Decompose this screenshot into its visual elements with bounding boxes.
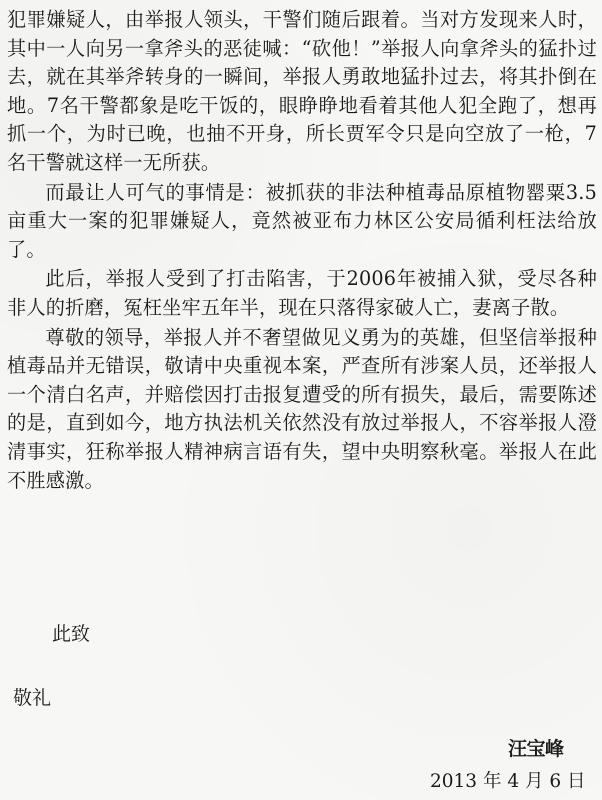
paragraph-1: 犯罪嫌疑人，由举报人领头，干警们随后跟着。当对方发现来人时，其中一人向另一拿斧头的恶徒喊：“砍他！”举报人向拿斧头的猛扑过去，就在其举斧转身的一瞬间，举报人勇敢地猛扑过去，将其扑倒在地。7名干警都象是吃干饭的，眼睁睁地看着其他人犯全跑了，想再抓一个，为时已晚，也抽不开身，所长贾军令只是向空放了一枪，7名干警就这样一无所获。 <box>7 8 597 174</box>
letter-date: 2013 年 4 月 6 日 <box>430 771 586 792</box>
paragraph-4: 尊敬的领导，举报人并不奢望做见义勇为的英雄，但坚信举报种植毒品并无错误，敬请中央重视本案，严查所有涉案人员，还举报人一个清白名声，并赔偿因打击报复遭受的所有损失，最后，需要陈述的是，直到如今，地方执法机关依然没有放过举报人，不容举报人澄清事实，狂称举报人精神病言语有失，望中央明察秋毫。举报人在此不胜感激。 <box>7 325 597 492</box>
paragraph-3: 此后，举报人受到了打击陷害，于2006年被捕入狱，受尽各种非人的折磨，冤枉坐牢五年半，现在只落得家破人亡，妻离子散。 <box>7 267 597 319</box>
signature: 汪宝峰 <box>508 738 564 760</box>
salutation: 敬礼 <box>13 687 52 709</box>
closing-phrase: 此致 <box>52 623 91 645</box>
paragraph-2: 而最让人可气的事情是：被抓获的非法种植毒品原植物罂粟3.5亩重大一案的犯罪嫌疑人，竟然被亚布力林区公安局循利枉法给放了。 <box>7 180 597 261</box>
letter-body <box>7 6 597 495</box>
